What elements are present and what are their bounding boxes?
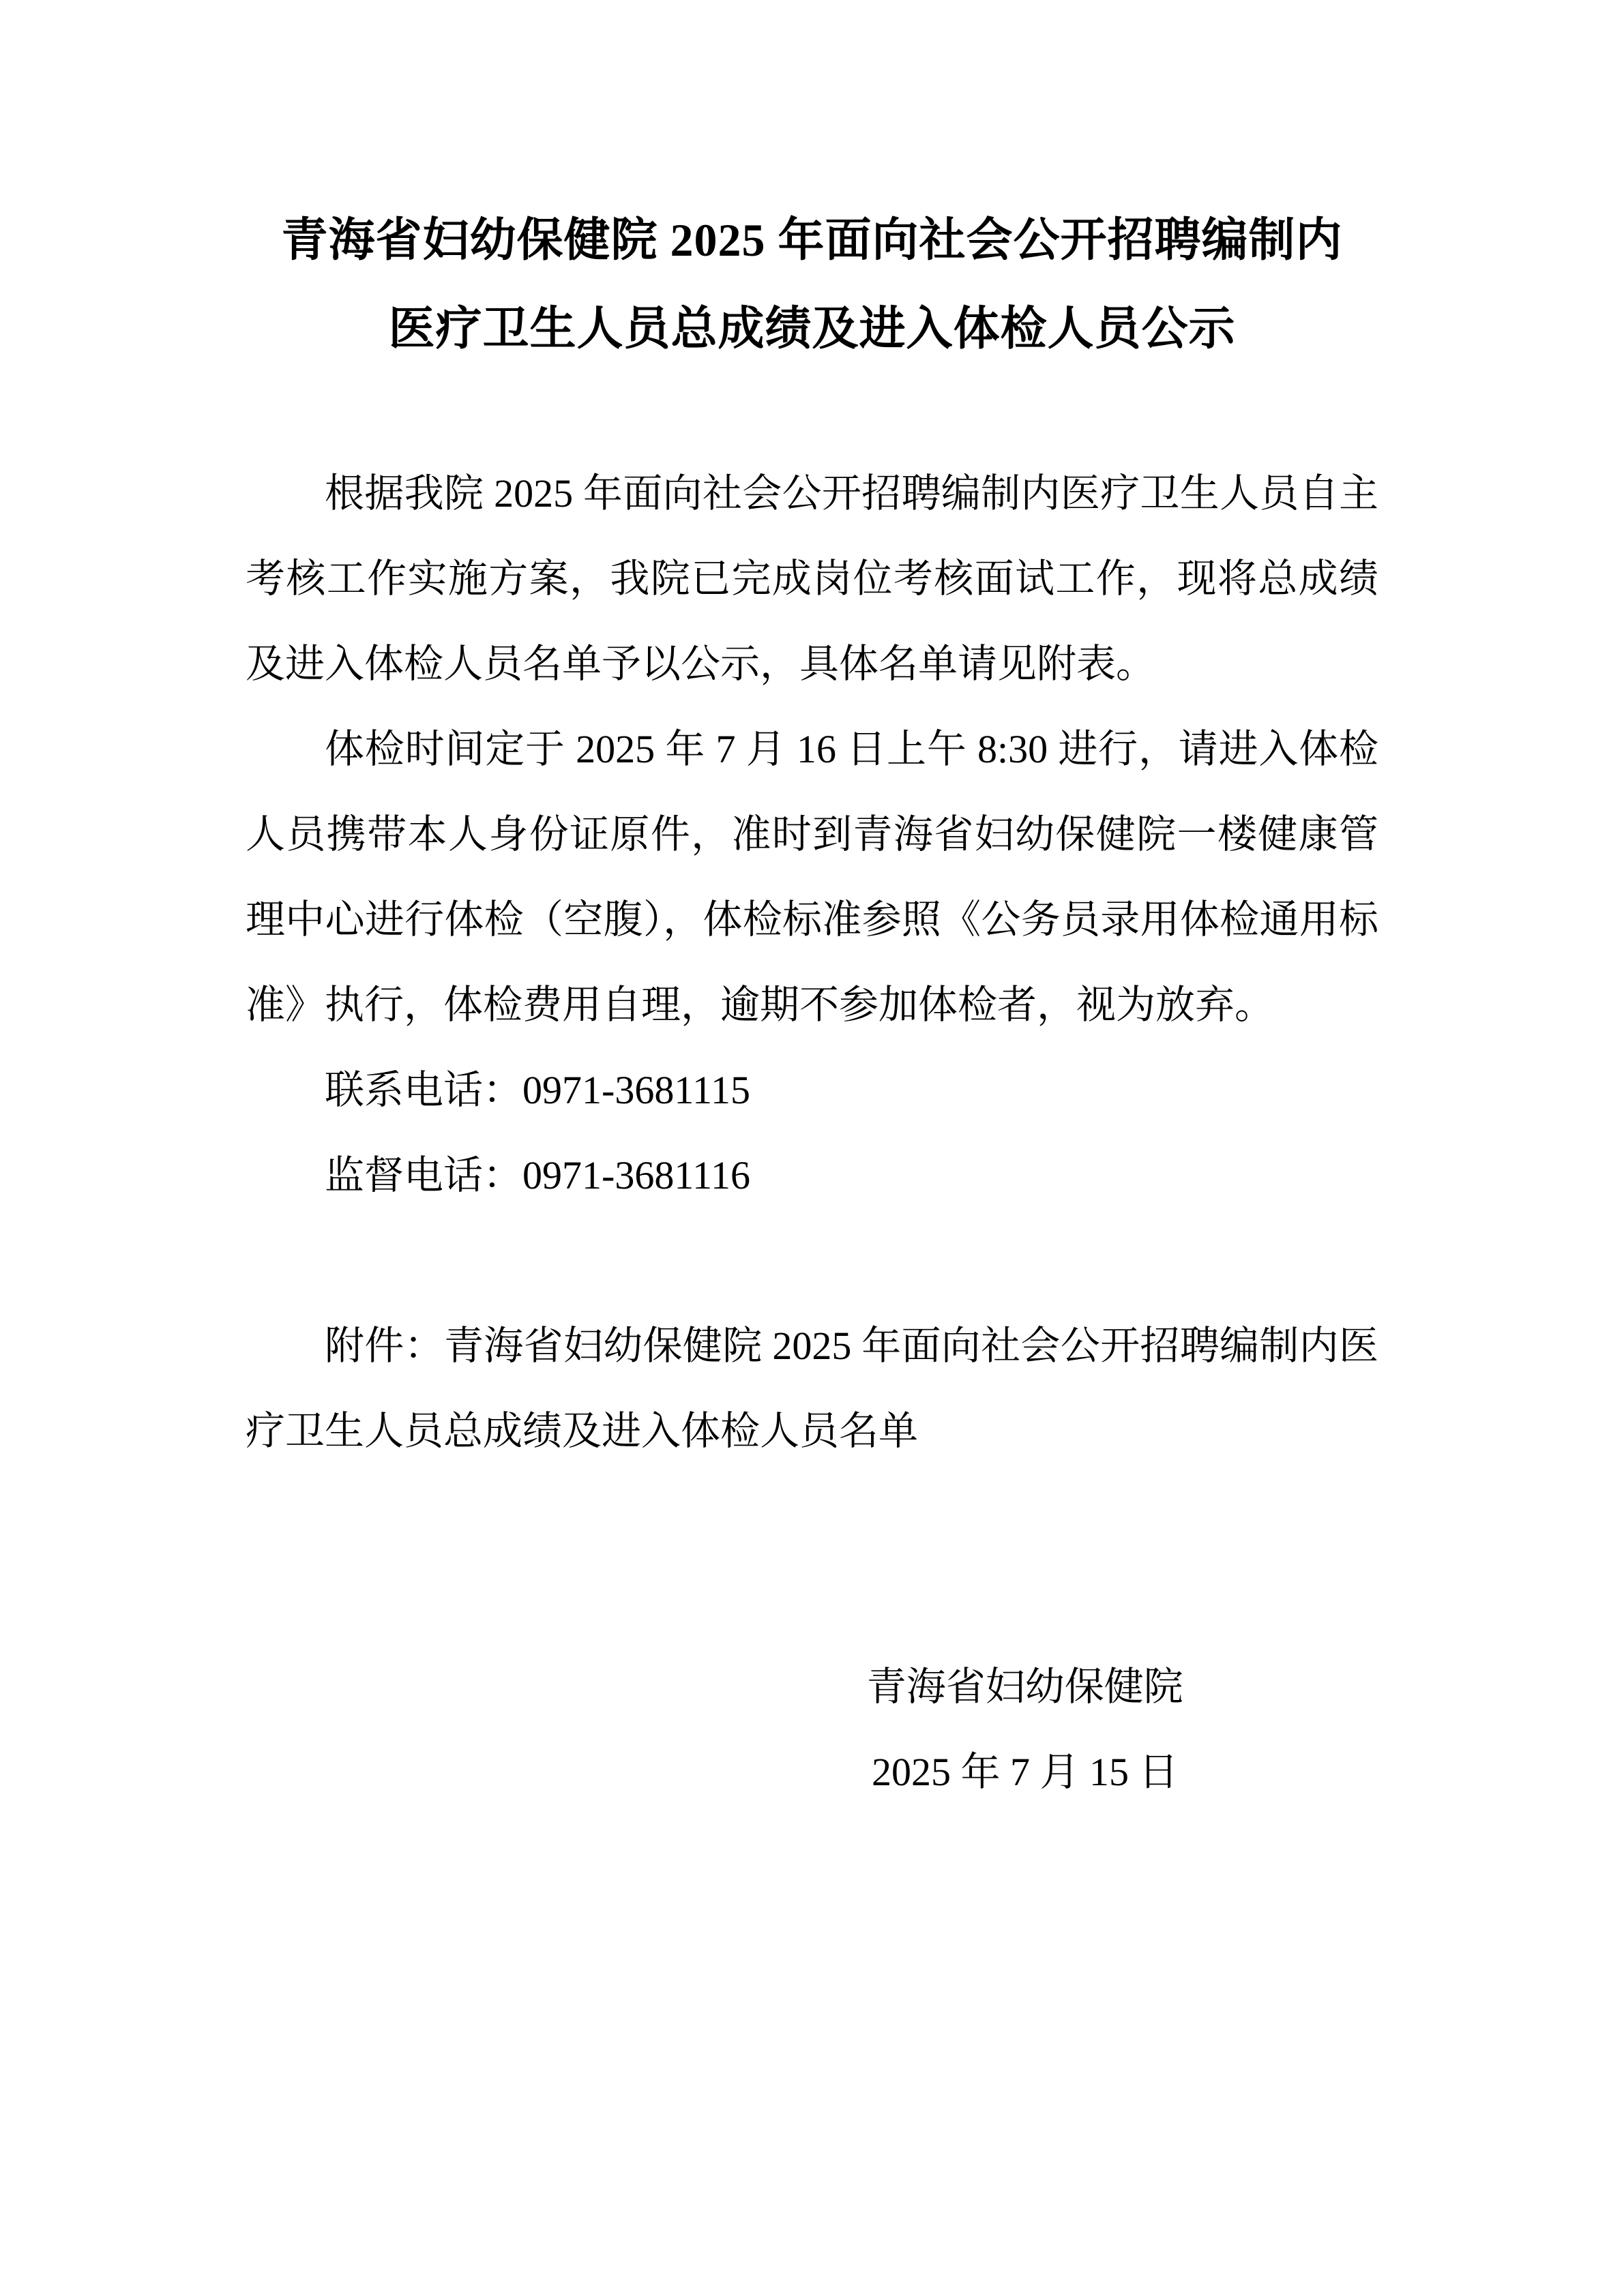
blank-line — [246, 1218, 1378, 1303]
paragraph-physical-exam-info: 体检时间定于 2025 年 7 月 16 日上午 8:30 进行，请进入体检人员携带本人身份证原件，准时到青海省妇幼保健院一楼健康管理中心进行体检（空腹），体检标准参照《公务员录用体检通用标准》执行，体检费用自理，逾期不参加体检者，视为放弃。 — [246, 727, 1378, 1027]
contact-phone-line: 联系电话：0971-3681115 — [325, 1068, 751, 1112]
page-title-line-2: 医疗卫生人员总成绩及进入体检人员公示 — [388, 303, 1236, 355]
page-title-line-1: 青海省妇幼保健院 2025 年面向社会公开招聘编制内 — [281, 214, 1343, 266]
signature-date: 2025 年 7 月 15 日 — [872, 1750, 1179, 1794]
document-body — [246, 451, 1378, 1815]
blank-lines — [246, 1474, 1378, 1644]
signature-block — [799, 1644, 1252, 1815]
supervision-phone-line: 监督电话：0971-3681116 — [325, 1153, 751, 1197]
paragraph-intro: 根据我院 2025 年面向社会公开招聘编制内医疗卫生人员自主考核工作实施方案，我院已完成岗位考核面试工作，现将总成绩及进入体检人员名单予以公示，具体名单请见附表。 — [246, 471, 1378, 686]
page-title — [246, 196, 1378, 373]
attachment-line: 附件：青海省妇幼保健院 2025 年面向社会公开招聘编制内医疗卫生人员总成绩及进入体检人员名单 — [246, 1324, 1378, 1453]
signature-organization: 青海省妇幼保健院 — [866, 1665, 1183, 1709]
